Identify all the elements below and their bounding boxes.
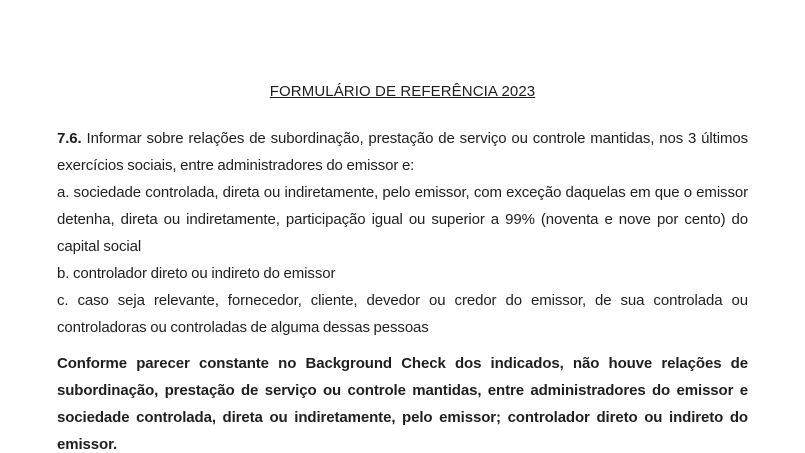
paragraph-item-c: c. caso seja relevante, fornecedor, cliente, devedor ou credor do emissor, de sua controlada ou controladoras ou controladas de alguma dessas pessoas xyxy=(57,292,748,336)
paragraph-item-a: a. sociedade controlada, direta ou indiretamente, pelo emissor, com exceção daquelas em que o emissor detenha, direta ou indiretamente, participação igual ou superior a 99% (noventa e nove por cento) do capital social xyxy=(57,184,748,255)
document-title: FORMULÁRIO DE REFERÊNCIA 2023 xyxy=(269,83,536,100)
section-number: 7.6. xyxy=(57,130,82,147)
document-content xyxy=(0,81,805,453)
paragraph-background-check-statement: Conforme parecer constante no Background Check dos indicados, não houve relações de subordinação, prestação de serviço ou controle mantidas, entre administradores do emissor e sociedade controlada, direta ou indiretamente, pelo emissor; controlador direto ou indireto do emissor. xyxy=(57,355,748,453)
paragraph-item-b: b. controlador direto ou indireto do emissor xyxy=(57,265,336,282)
section-intro-text: Informar sobre relações de subordinação, prestação de serviço ou controle mantidas, nos 3 últimos exercícios sociais, entre administradores do emissor e: xyxy=(57,130,748,174)
paragraph-section-7-6 xyxy=(57,125,748,179)
